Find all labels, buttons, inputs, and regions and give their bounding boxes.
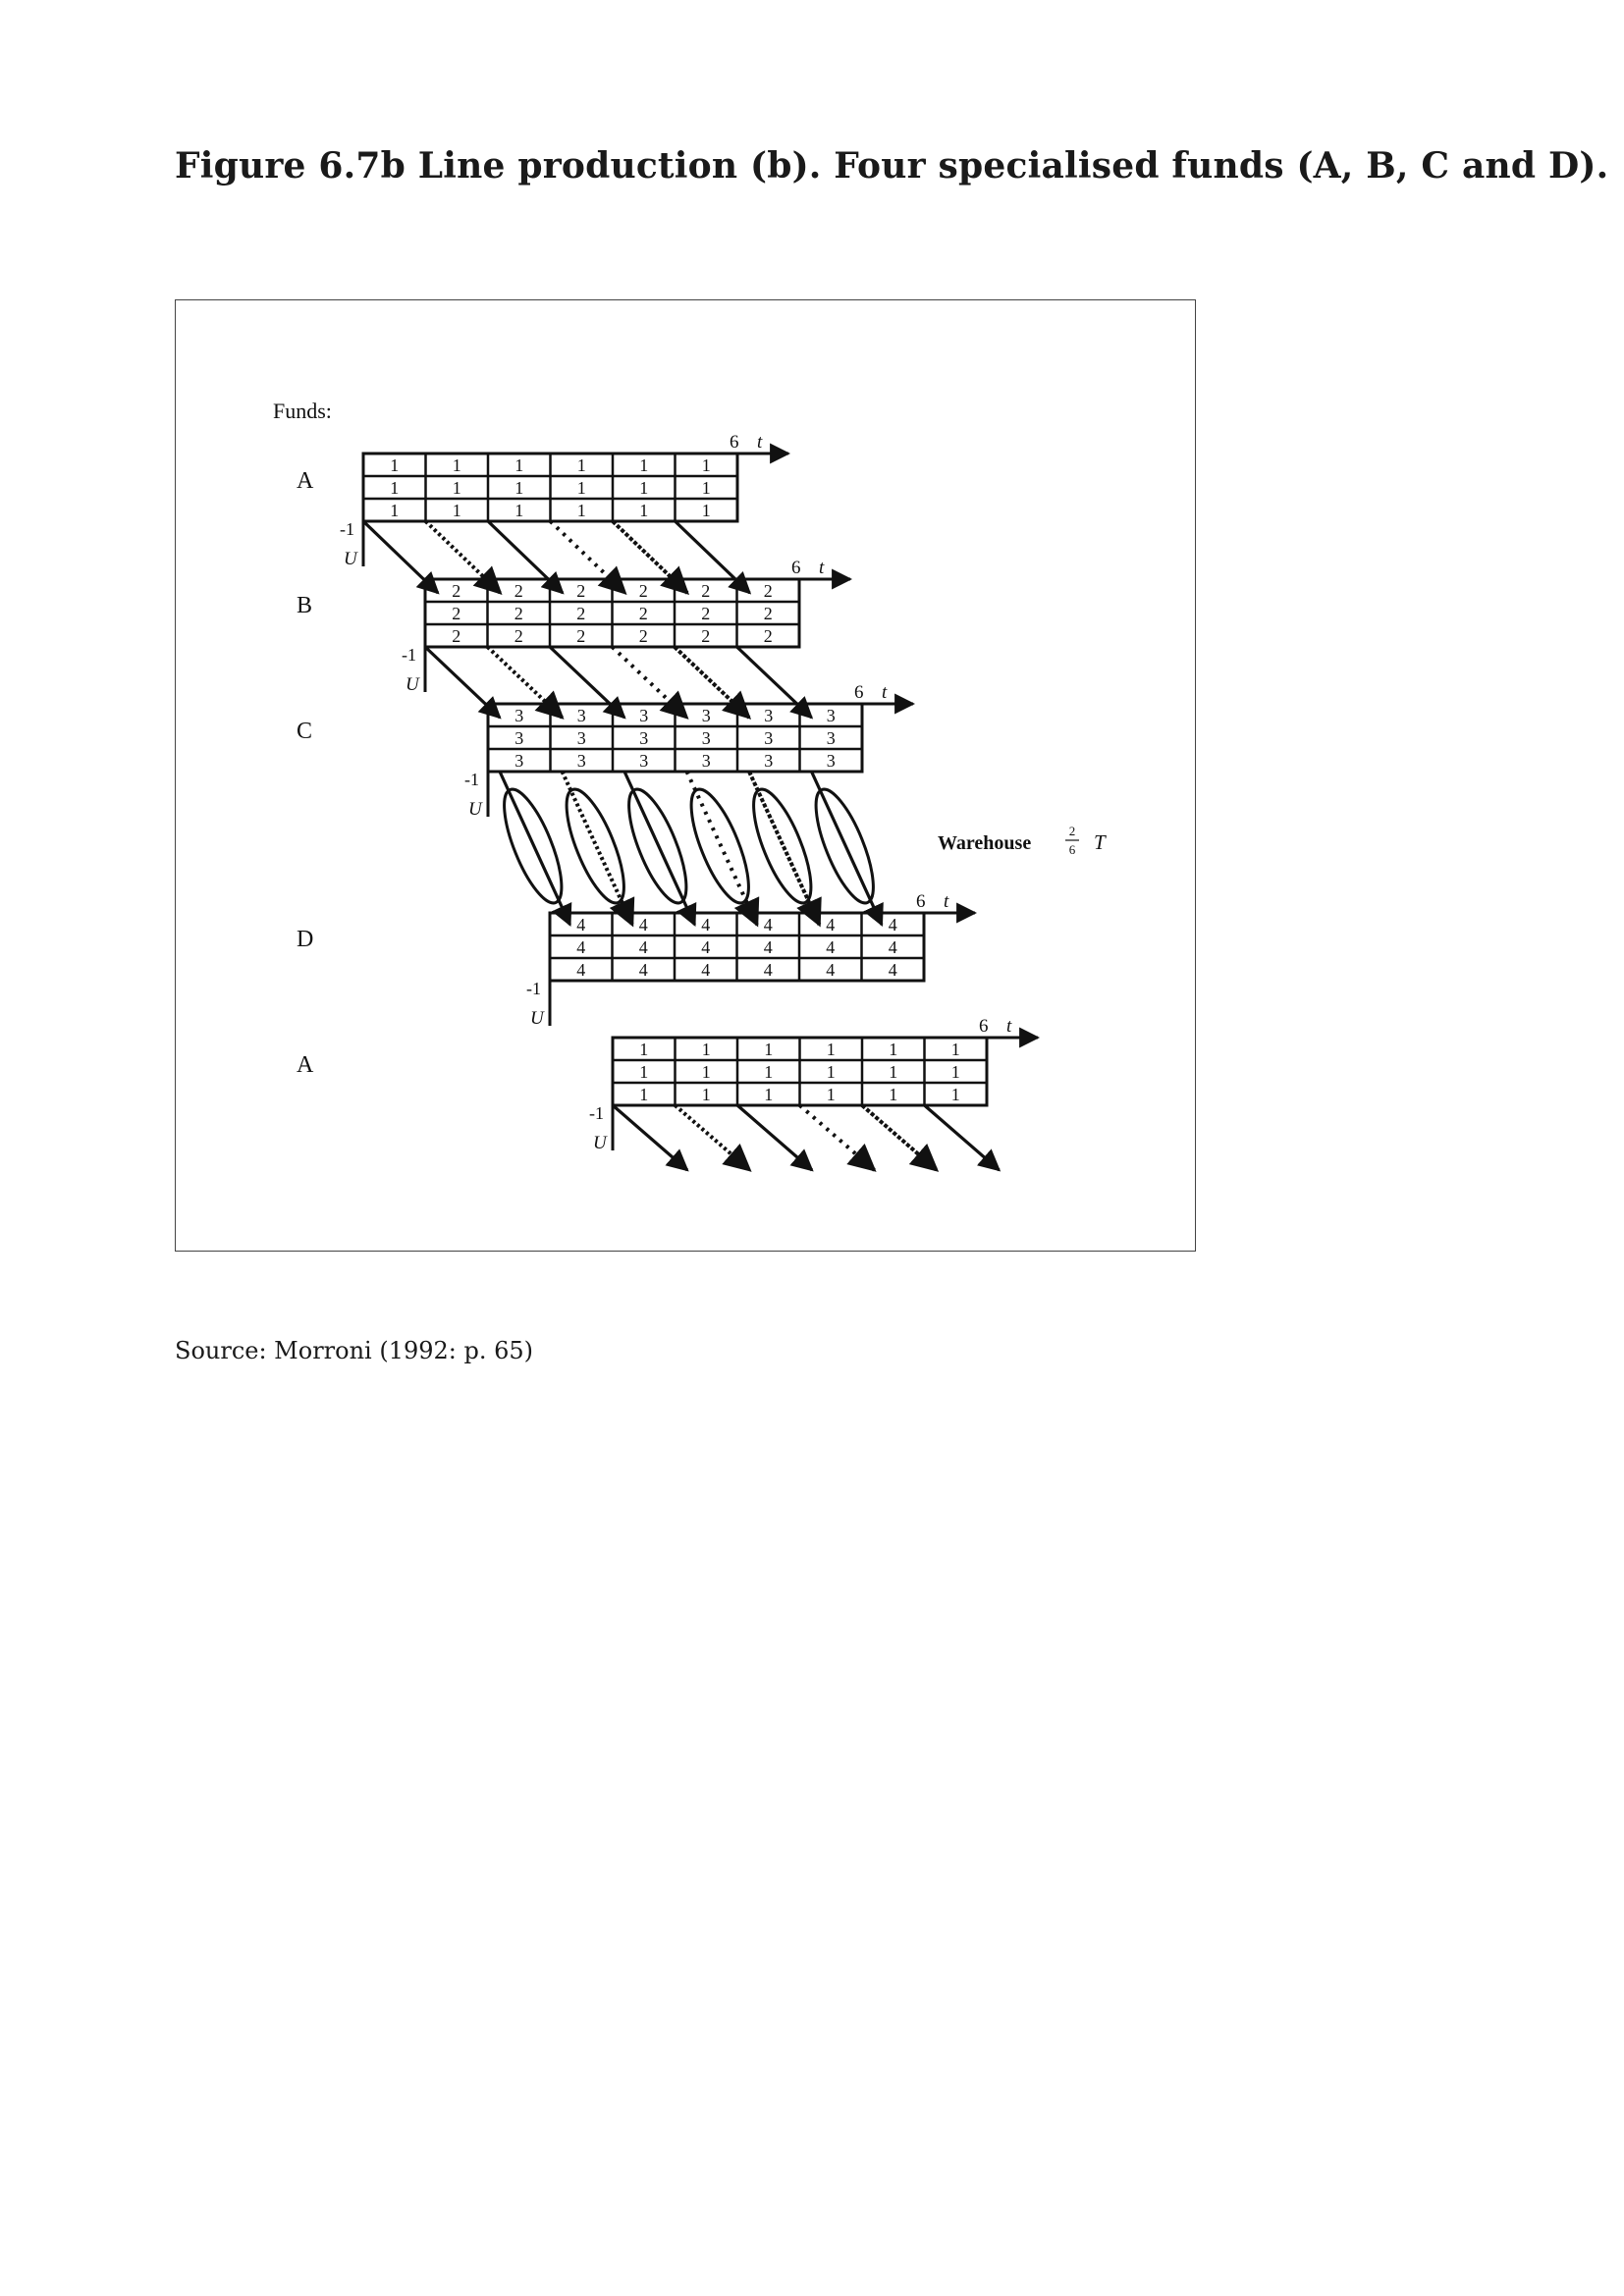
warehouse-stock-capsule (555, 782, 635, 909)
grid-cell-value: 2 (452, 604, 461, 623)
warehouse-annotation (938, 824, 1107, 857)
stage-4-fund-d (297, 891, 975, 1029)
grid-cell-value: 3 (639, 751, 649, 771)
output-arrow (676, 1105, 750, 1170)
grid-cell-value: 1 (390, 478, 400, 498)
grid-cell-value: 1 (764, 1062, 774, 1082)
axis-start-label: -1 (589, 1103, 604, 1123)
axis-start-label: -1 (340, 519, 354, 539)
grid-cell-value: 1 (701, 1062, 711, 1082)
grid-cell-value: 3 (576, 751, 586, 771)
figure-title: Figure 6.7b Line production (b). Four specialised funds (A, B, C and D). (175, 145, 1609, 187)
grid-cell-value: 1 (701, 455, 711, 475)
axis-time-label: t (1006, 1016, 1012, 1037)
axis-end-label: 6 (791, 558, 801, 578)
grid-cell-value: 1 (701, 1040, 711, 1059)
grid-cell-value: 4 (826, 915, 836, 934)
grid-cell-value: 4 (701, 937, 711, 957)
grid-cell-value: 2 (576, 626, 586, 646)
stage-5-fund-a (297, 1016, 1038, 1153)
axis-time-label: t (882, 682, 888, 703)
grid-cell-value: 2 (576, 581, 586, 601)
grid-cell-value: 2 (638, 626, 648, 646)
grid-cell-value: 2 (701, 581, 711, 601)
transfer-arrow-c-to-d (749, 772, 820, 925)
axis-end-label: 6 (854, 682, 864, 703)
grid-cell-value: 4 (576, 937, 586, 957)
grid-cell-value: 1 (950, 1040, 960, 1059)
axis-vertical-label: U (406, 674, 419, 695)
grid-cell-value: 1 (390, 455, 400, 475)
grid-cell-value: 1 (889, 1085, 898, 1104)
grid-cell-value: 1 (639, 1085, 649, 1104)
grid-cell-value: 1 (639, 1062, 649, 1082)
grid-cell-value: 3 (701, 706, 711, 725)
source-note: Source: Morroni (1992: p. 65) (175, 1337, 534, 1364)
grid-cell-value: 4 (701, 960, 711, 980)
grid-cell-value: 2 (452, 626, 461, 646)
grid-cell-value: 3 (576, 706, 586, 725)
grid-cell-value: 2 (514, 626, 523, 646)
output-arrow (737, 1105, 812, 1170)
grid-cell-value: 4 (576, 960, 586, 980)
grid-cell-value: 2 (576, 604, 586, 623)
grid-cell-value: 2 (452, 581, 461, 601)
transfer-arrow-b-to-c (550, 647, 624, 718)
transfer-arrow-a-to-b (551, 521, 625, 593)
axis-vertical-label: U (530, 1008, 544, 1029)
axis-end-label: 6 (916, 891, 926, 912)
fund-label: C (297, 719, 313, 744)
transfer-arrow-c-to-d (500, 772, 570, 925)
warehouse-stock-capsule (742, 782, 823, 909)
grid-cell-value: 2 (514, 581, 523, 601)
output-arrow (800, 1105, 875, 1170)
transfer-arrow-a-to-b (613, 521, 687, 593)
grid-cell-value: 1 (701, 501, 711, 520)
grid-cell-value: 3 (826, 751, 836, 771)
grid-cell-value: 2 (638, 581, 648, 601)
grid-cell-value: 1 (514, 455, 524, 475)
fund-label: A (297, 468, 314, 494)
grid-cell-value: 1 (639, 478, 649, 498)
axis-vertical-label: U (468, 799, 482, 820)
grid-cell-value: 1 (390, 501, 400, 520)
grid-cell-value: 4 (701, 915, 711, 934)
stage-3-fund-c (297, 682, 913, 820)
grid-cell-value: 3 (576, 728, 586, 748)
grid-cell-value: 3 (701, 728, 711, 748)
grid-cell-value: 1 (826, 1040, 836, 1059)
grid-cell-value: 3 (826, 728, 836, 748)
grid-cell-value: 1 (764, 1085, 774, 1104)
grid-cell-value: 3 (514, 751, 524, 771)
grid-cell-value: 4 (638, 915, 648, 934)
grid-cell-value: 2 (763, 581, 773, 601)
grid-cell-value: 4 (763, 915, 773, 934)
grid-cell-value: 3 (701, 751, 711, 771)
transfer-arrow-a-to-b (488, 521, 563, 593)
transfer-arrow-a-to-b (363, 521, 438, 593)
grid-cell-value: 1 (701, 478, 711, 498)
output-arrow (613, 1105, 687, 1170)
fund-label: A (297, 1052, 314, 1078)
transfer-arrow-c-to-d (812, 772, 883, 925)
warehouse-fraction-numerator: 2 (1068, 824, 1076, 838)
grid-cell-value: 1 (576, 501, 586, 520)
grid-cell-value: 2 (763, 626, 773, 646)
grid-cell-value: 3 (514, 706, 524, 725)
grid-cell-value: 1 (889, 1040, 898, 1059)
grid-cell-value: 1 (639, 455, 649, 475)
axis-start-label: -1 (526, 979, 541, 998)
grid-cell-value: 1 (452, 478, 461, 498)
grid-cell-value: 3 (514, 728, 524, 748)
warehouse-label: Warehouse (938, 832, 1032, 854)
output-arrow (862, 1105, 937, 1170)
grid-cell-value: 1 (576, 478, 586, 498)
grid-cell-value: 3 (639, 728, 649, 748)
grid-cell-value: 4 (888, 915, 897, 934)
grid-cell-value: 3 (639, 706, 649, 725)
grid-cell-value: 1 (514, 501, 524, 520)
grid-cell-value: 1 (639, 1040, 649, 1059)
grid-cell-value: 2 (701, 626, 711, 646)
funds-label: Funds: (273, 399, 332, 423)
grid-cell-value: 4 (576, 915, 586, 934)
axis-start-label: -1 (464, 770, 479, 789)
transfer-arrow-b-to-c (737, 647, 812, 718)
grid-cell-value: 3 (764, 751, 774, 771)
grid-cell-value: 4 (638, 960, 648, 980)
grid-cell-value: 3 (826, 706, 836, 725)
grid-cell-value: 3 (764, 728, 774, 748)
grid-cell-value: 3 (764, 706, 774, 725)
grid-cell-value: 2 (514, 604, 523, 623)
grid-cell-value: 2 (638, 604, 648, 623)
fund-label: B (297, 593, 313, 618)
grid-cell-value: 4 (888, 960, 897, 980)
axis-time-label: t (819, 558, 825, 578)
grid-cell-value: 1 (576, 455, 586, 475)
grid-cell-value: 1 (950, 1085, 960, 1104)
warehouse-fraction-denominator: 6 (1068, 842, 1076, 857)
grid-cell-value: 1 (639, 501, 649, 520)
warehouse-symbol: T (1094, 830, 1106, 854)
axis-time-label: t (944, 891, 949, 912)
transfer-arrow-c-to-d (624, 772, 695, 925)
transfer-arrow-c-to-d (687, 772, 758, 925)
transfer-arrow-b-to-c (425, 647, 500, 718)
grid-cell-value: 2 (763, 604, 773, 623)
grid-cell-value: 4 (763, 937, 773, 957)
grid-cell-value: 1 (452, 501, 461, 520)
grid-cell-value: 1 (764, 1040, 774, 1059)
transfer-arrow-a-to-b (676, 521, 750, 593)
grid-cell-value: 4 (888, 937, 897, 957)
axis-vertical-label: U (344, 549, 357, 569)
axis-time-label: t (757, 432, 763, 453)
transfer-arrow-a-to-b (426, 521, 501, 593)
grid-cell-value: 1 (826, 1062, 836, 1082)
grid-cell-value: 4 (826, 937, 836, 957)
grid-cell-value: 1 (950, 1062, 960, 1082)
grid-cell-value: 1 (701, 1085, 711, 1104)
output-arrow (925, 1105, 1000, 1170)
grid-cell-value: 4 (638, 937, 648, 957)
grid-cell-value: 1 (826, 1085, 836, 1104)
grid-cell-value: 1 (889, 1062, 898, 1082)
axis-end-label: 6 (730, 432, 739, 453)
stage-1-fund-a (297, 432, 788, 569)
axis-end-label: 6 (979, 1016, 989, 1037)
fund-label: D (297, 927, 314, 952)
grid-cell-value: 4 (826, 960, 836, 980)
transfer-arrow-c-to-d (563, 772, 633, 925)
grid-cell-value: 1 (452, 455, 461, 475)
axis-vertical-label: U (593, 1133, 607, 1153)
grid-cell-value: 2 (701, 604, 711, 623)
grid-cell-value: 1 (514, 478, 524, 498)
axis-start-label: -1 (402, 645, 416, 665)
grid-cell-value: 4 (763, 960, 773, 980)
